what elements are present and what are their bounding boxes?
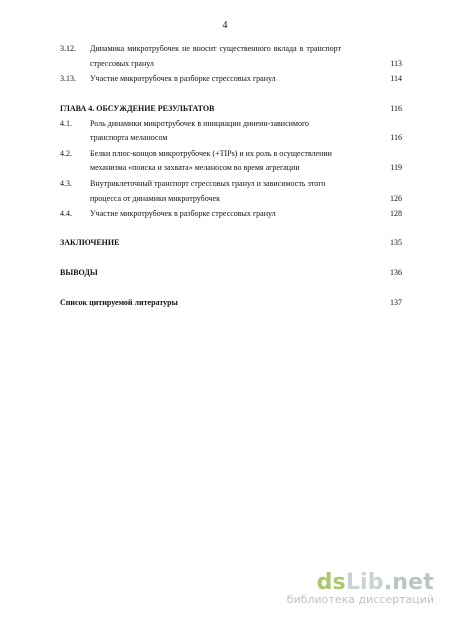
toc-entry-page: 116 [390,133,402,142]
chapter-heading: ГЛАВА 4. ОБСУЖДЕНИЕ РЕЗУЛЬТАТОВ [60,104,215,113]
toc-entry-page: 128 [390,209,402,218]
toc-entry-page: 114 [390,74,402,83]
toc-entry-title: Внутриклеточный транспорт стрессовых гранул и зависимость этого [90,179,326,188]
toc-entry-number: 3.13. [60,74,76,83]
toc-entry-page: 135 [390,238,402,247]
toc-entry-page: 119 [390,163,402,172]
toc-entry-page: 116 [390,104,402,113]
toc-entry-title: Участие микротрубочек в разборке стрессовых гранул [90,74,276,83]
chapter-heading: Список цитируемой литературы [60,298,178,307]
toc-entry-title: Белки плюс-концов микротрубочек (+TIPs) и их роль в осуществлении [90,149,332,158]
watermark-logo: dsLib.net [316,570,434,595]
toc-entry-number: 4.3. [60,179,72,188]
toc-entry-number: 4.1. [60,119,72,128]
watermark-tagline: библиотека диссертаций [286,593,434,606]
toc-entry-page: 113 [390,59,402,68]
watermark [287,570,434,606]
toc-entry-title: Роль динамики микротрубочек в инициации динеин-зависимого [90,119,310,128]
chapter-heading: ВЫВОДЫ [60,268,98,277]
toc-entry-number: 4.2. [60,149,72,158]
toc-entry-title-continuation: процесса от динамики микротрубочек [90,194,220,203]
toc-entry-number: 4.4. [60,209,72,218]
toc-entry-number: 3.12. [60,44,76,53]
toc-entry-title-continuation: механизма «поиска и захвата» меланосом во время агрегации [90,163,300,172]
toc-entry-title-continuation: транспорта меланосом [90,133,168,142]
toc-entry-page: 126 [390,194,402,203]
toc-entry-title: Участие микротрубочек в разборке стрессовых гранул [90,209,276,218]
chapter-heading: ЗАКЛЮЧЕНИЕ [60,238,120,247]
toc-entry-title-continuation: стрессовых гранул [90,59,154,68]
toc-entry-page: 136 [390,268,402,277]
page-number: 4 [222,20,228,31]
toc-entry-title: Динамика микротрубочек не вносит существенного вклада в транспорт [90,44,342,53]
toc-entry-page: 137 [390,298,402,307]
